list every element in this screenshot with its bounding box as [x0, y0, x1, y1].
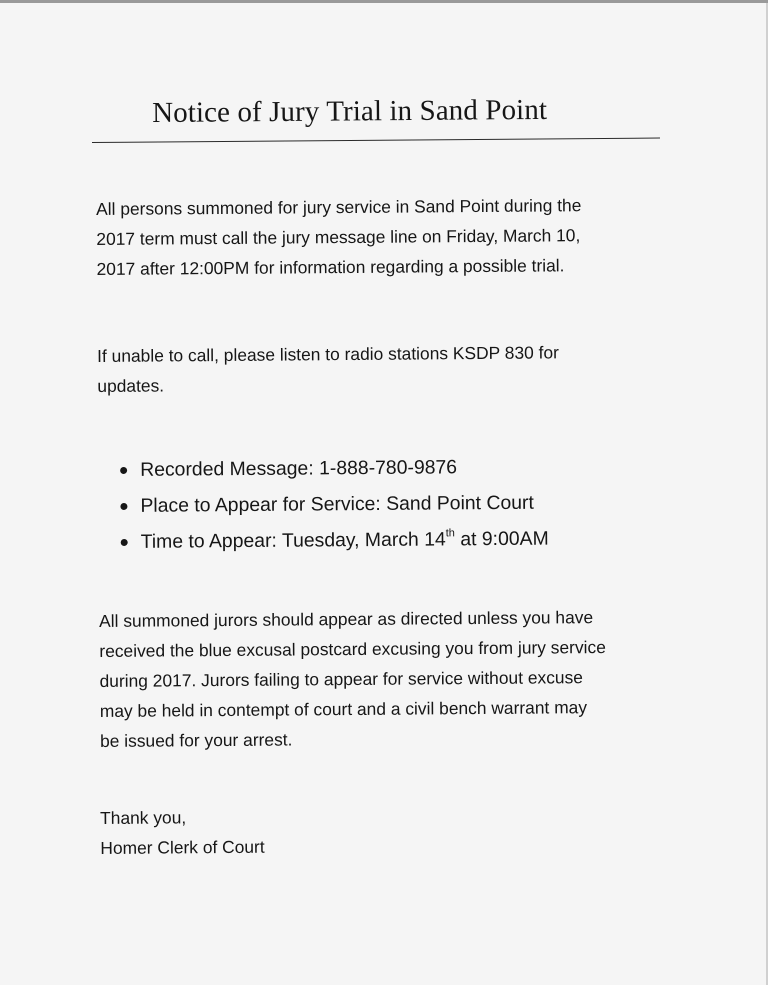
paragraph-line: may be held in contempt of court and a civil bench warrant may	[99, 697, 588, 721]
time-to-appear-text: Time to Appear: Tuesday, March 14	[140, 528, 446, 553]
notice-title: Notice of Jury Trial in Sand Point	[152, 93, 548, 129]
paragraph-line: updates.	[97, 375, 165, 396]
summons-paragraph	[96, 190, 582, 284]
time-to-appear-suffix: at 9:00AM	[454, 527, 549, 551]
title-underline	[92, 138, 660, 143]
radio-paragraph	[97, 337, 559, 401]
paragraph-line: received the blue excusal postcard excusing you from jury service	[99, 637, 606, 661]
bullet-icon	[120, 467, 127, 474]
date-superscript: th	[445, 527, 455, 540]
bullet-icon	[121, 539, 128, 546]
place-to-appear-text: Place to Appear for Service: Sand Point Court	[140, 491, 534, 517]
paragraph-line: 2017 term must call the jury message line on Friday, March 10,	[96, 225, 581, 249]
list-item	[119, 521, 549, 560]
paragraph-line: during 2017. Jurors failing to appear for service without excuse	[99, 667, 583, 691]
appearance-paragraph	[99, 602, 607, 756]
paragraph-line: be issued for your arrest.	[99, 729, 293, 751]
paragraph-line: If unable to call, please listen to radio stations KSDP 830 for	[97, 342, 559, 366]
list-item	[118, 485, 548, 524]
details-list	[118, 449, 549, 560]
list-item	[118, 449, 548, 488]
closing-signature	[100, 802, 265, 863]
signature-line: Homer Clerk of Court	[100, 836, 265, 858]
closing-line: Thank you,	[100, 807, 187, 828]
paragraph-line: All summoned jurors should appear as directed unless you have	[99, 607, 594, 631]
paragraph-line: 2017 after 12:00PM for information regarding a possible trial.	[96, 255, 565, 279]
recorded-message-text: Recorded Message: 1-888-780-9876	[140, 456, 458, 481]
bullet-icon	[120, 503, 127, 510]
paragraph-line: All persons summoned for jury service in Sand Point during the	[96, 195, 582, 219]
